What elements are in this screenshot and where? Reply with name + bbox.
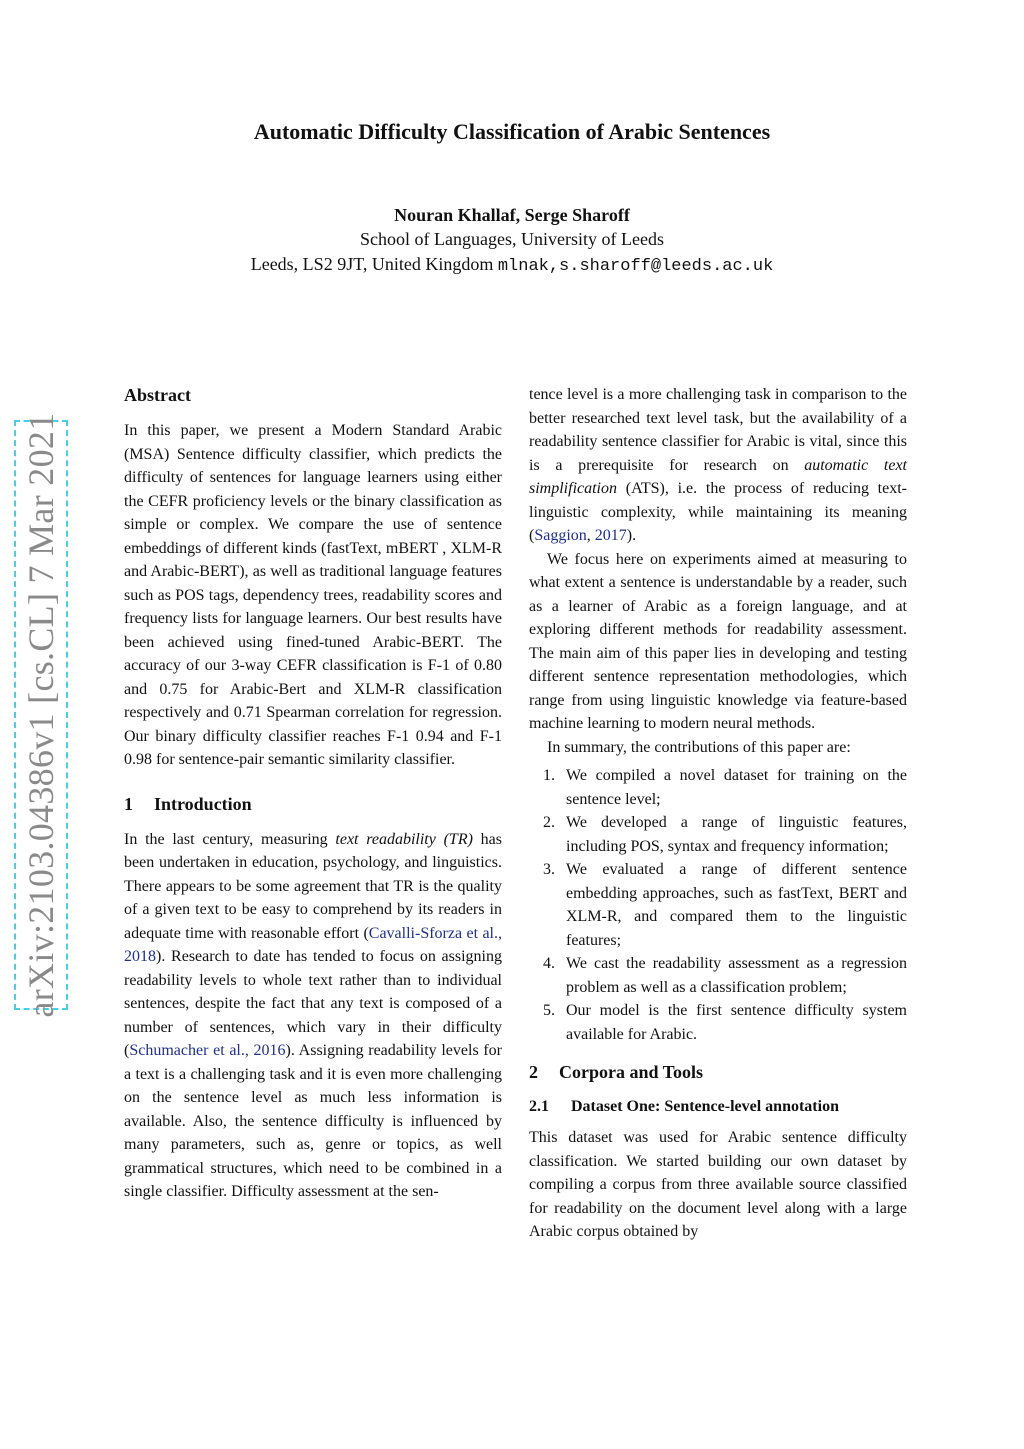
abstract-text: In this paper, we present a Modern Standard Arabic (MSA) Sentence difficulty classifier, which predicts the difficulty of sentences for language learners using either the CEFR proficiency levels or the binary classification as simple or complex. We compare the use of sentence embeddings of different kinds (fastText, mBERT , XLM-R and Arabic-BERT), as well as traditional language features such as POS tags, dependency trees, readability scores and frequency lists for language learners. Our best results have been achieved using fined-tuned Arabic-BERT. The accuracy of our 3-way CEFR classification is F-1 of 0.80 and 0.75 for Arabic-Bert and XLM-R classification respectively and 0.71 Spearman correlation for regression. Our binary difficulty classifier reaches F-1 0.94 and F-1 0.98 for sentence-pair semantic similarity classifier. <box>124 422 502 768</box>
list-item-text: We compiled a novel dataset for training on the sentence level; <box>566 767 907 808</box>
left-column <box>124 383 502 1204</box>
author-names: Nouran Khallaf, Serge Sharoff <box>394 205 630 225</box>
paper-title: Automatic Difficulty Classification of Arabic Sentences <box>253 119 771 144</box>
affiliation: School of Languages, University of Leeds <box>360 229 664 249</box>
citation-link[interactable]: Saggion <box>534 527 587 544</box>
list-number: 2. <box>543 814 555 831</box>
citation-link[interactable]: Schumacher et al., 2016 <box>129 1042 286 1059</box>
intro-heading-text: Introduction <box>154 793 252 814</box>
address: Leeds, LS2 9JT, United Kingdom <box>250 254 494 274</box>
intro-heading <box>124 792 502 816</box>
text-run: (ATS), i.e. the process of reducing text-linguistic complexity, while maintaining its meaning ( <box>529 480 907 544</box>
text-run: In the last century, measuring <box>124 830 336 848</box>
list-item-text: Our model is the first sentence difficulty system available for Arabic. <box>566 1002 907 1043</box>
citation-year-link[interactable]: 2017 <box>594 527 627 544</box>
emphasis-text: automatic text simplification <box>529 456 907 497</box>
list-item <box>529 858 907 952</box>
list-item <box>529 764 907 811</box>
intro-section-number: 1 <box>124 793 133 814</box>
intro-paragraph-2: We focus here on experiments aimed at measuring to what extent a sentence is understandable by a reader, such as a learner of Arabic as a foreign language, and at exploring different methods for readability assessment. The main aim of this paper lies in developing and testing different sentence representation methodologies, which range from using linguistic knowledge via feature-based machine learning to modern neural methods. <box>529 550 907 732</box>
list-item-text: We cast the readability assessment as a regression problem as well as a classification problem; <box>566 955 907 996</box>
dataset-one-heading <box>529 1096 907 1118</box>
subsection-heading-text: Dataset One: Sentence-level annotation <box>571 1098 839 1115</box>
list-item-text: We evaluated a range of different sentence embedding approaches, such as fastText, BERT and XLM-R, and compared them to the linguistic features; <box>566 861 907 949</box>
intro-paragraph-1 <box>124 828 502 1204</box>
citation-link[interactable]: Cavalli-Sforza et al., 2018 <box>124 924 502 965</box>
corpora-section-number: 2 <box>529 1062 538 1082</box>
list-number: 1. <box>543 767 555 784</box>
corpora-heading-text: Corpora and Tools <box>559 1062 704 1082</box>
text-run: ). <box>626 527 637 544</box>
arxiv-stamp <box>14 412 68 1018</box>
abstract-heading: Abstract <box>124 385 191 405</box>
list-item <box>529 952 907 999</box>
subsection-number: 2.1 <box>529 1098 549 1115</box>
emphasis-text: text readability (TR) <box>335 830 473 848</box>
corpora-heading <box>529 1060 907 1084</box>
text-run: has been undertaken in education, psychology, and linguistics. There appears to be some agreement that TR is the quality of a given text to be easy to comprehend by its readers in adequate time with reasonable effort ( <box>124 830 502 942</box>
list-item-text: We developed a range of linguistic features, including POS, syntax and frequency information; <box>566 814 907 855</box>
text-run: tence level is a more challenging task in comparison to the better researched text level task, but the availability of a readability sentence classifier for Arabic is vital, since this is a prerequisite for research on <box>529 386 907 474</box>
list-number: 4. <box>543 955 555 972</box>
address-line <box>0 254 1024 276</box>
list-number: 3. <box>543 861 555 878</box>
list-item <box>529 811 907 858</box>
list-item <box>529 999 907 1046</box>
contributions-list <box>529 764 907 1046</box>
arxiv-identifier: arXiv:2103.04386v1 [cs.CL] 7 Mar 2021 <box>21 412 61 1018</box>
right-column <box>529 383 907 1244</box>
dataset-one-text: This dataset was used for Arabic sentence difficulty classification. We started building our own dataset by compiling a corpus from three available source classified for readability on the document level along with a large Arabic corpus obtained by <box>529 1129 907 1240</box>
intro-paragraph-3: In summary, the contributions of this paper are: <box>547 738 851 756</box>
text-run: ). Assigning readability levels for a text is a challenging task and it is even more challenging on the sentence level as much less information is available. Also, the sentence difficulty is influenced by many parameters, such as, genre or topics, as well grammatical structures, which need to be combined in a single classifier. Difficulty assessment at the sen- <box>124 1042 503 1200</box>
email-link[interactable]: mlnak,s.sharoff@leeds.ac.uk <box>497 257 774 276</box>
text-run: ). Research to date has tended to focus on assigning readability levels to whole text rather than to individual sentences, despite the fact that any text is composed of a number of sentences, which vary in their difficulty ( <box>124 948 502 1059</box>
list-number: 5. <box>543 1002 555 1019</box>
text-run: , <box>586 527 595 544</box>
intro-paragraph-1-continued <box>529 383 907 548</box>
